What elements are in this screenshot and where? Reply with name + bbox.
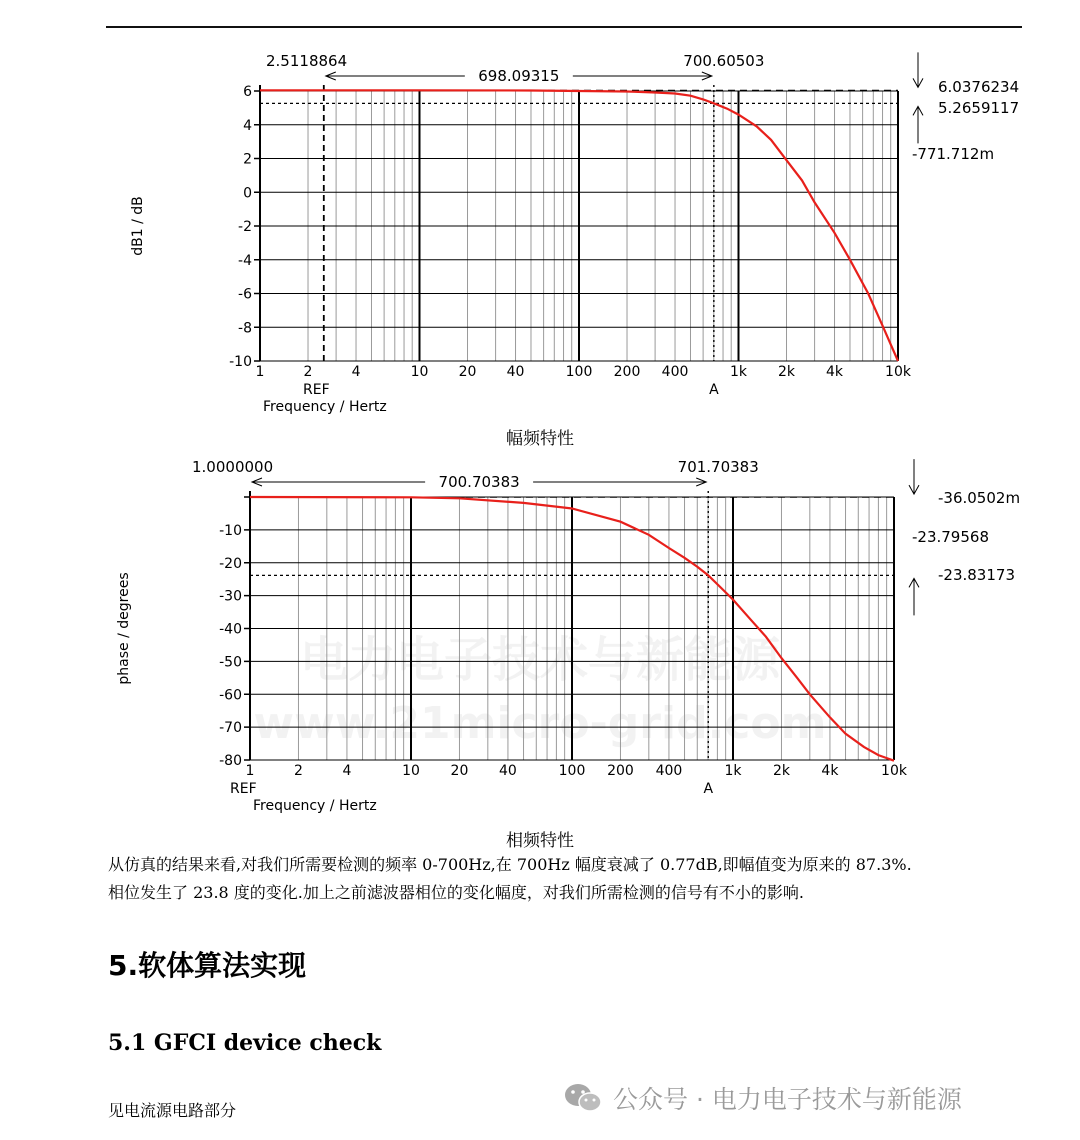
y-tick-label: 0 bbox=[243, 185, 252, 202]
y-tick-label: -2 bbox=[238, 219, 252, 235]
x-tick-label: 2 bbox=[303, 364, 313, 380]
x-tick-label: 1k bbox=[724, 763, 742, 779]
y-tick-label: -50 bbox=[219, 654, 242, 671]
amplitude-caption: 幅频特性 bbox=[506, 429, 574, 449]
delta-y-label: -771.712m bbox=[912, 145, 995, 163]
result-paragraph-line2: 相位发生了 23.8 度的变化.加上之前滤波器相位的变化幅度，对我们所需检测的信号有不小的影响. bbox=[108, 883, 804, 902]
x-tick-label: 40 bbox=[506, 364, 525, 380]
x-tick-label: 400 bbox=[655, 763, 683, 779]
x-tick-label: 2k bbox=[778, 364, 796, 380]
footer-text: 公众号 · 电力电子技术与新能源 bbox=[613, 1085, 962, 1114]
x-tick-label: 10k bbox=[885, 364, 911, 380]
x-tick-label: 40 bbox=[499, 763, 517, 779]
header-rule bbox=[106, 26, 1022, 28]
delta-x-label: 698.09315 bbox=[478, 67, 560, 85]
y-tick-label: -4 bbox=[238, 252, 252, 269]
y-tick-label: -6 bbox=[238, 286, 252, 303]
a-marker-label: A bbox=[703, 781, 714, 797]
x-tick-label: 1 bbox=[255, 364, 265, 380]
wechat-icon bbox=[563, 1082, 603, 1114]
watermark-text-cn: 电力电子技术与新能源 bbox=[299, 632, 781, 688]
x-tick-label: 20 bbox=[458, 364, 477, 380]
x-tick-label: 20 bbox=[450, 763, 469, 779]
amplitude-chart bbox=[0, 40, 1080, 420]
y-tick-label: -40 bbox=[219, 621, 242, 638]
y-tick-label: -20 bbox=[219, 555, 242, 572]
phase-chart bbox=[0, 448, 1080, 823]
ref-marker-label: REF bbox=[230, 781, 257, 797]
x-tick-label: 4 bbox=[342, 763, 352, 779]
x-tick-label: 2k bbox=[772, 763, 790, 779]
y-tick-label: 6 bbox=[243, 84, 252, 100]
y-tick-label: -8 bbox=[238, 320, 252, 337]
x-tick-label: 200 bbox=[607, 763, 634, 779]
y-tick-label: -80 bbox=[219, 753, 242, 769]
x-tick-label: 4k bbox=[826, 364, 844, 380]
y-axis-label: dB1 / dB bbox=[130, 196, 146, 256]
delta-x-label: 700.70383 bbox=[438, 473, 520, 491]
y-axis-label: phase / degrees bbox=[116, 572, 132, 685]
watermark-text-url: www.21micro-grid.com bbox=[253, 698, 827, 749]
phase-caption: 相频特性 bbox=[506, 831, 574, 851]
x-tick-label: 10 bbox=[402, 763, 420, 779]
footer-attribution bbox=[563, 1080, 962, 1116]
y-tick-label: 2 bbox=[243, 151, 252, 168]
ref-value-label: 2.5118864 bbox=[266, 52, 348, 70]
top-level-label: -36.0502m bbox=[938, 489, 1021, 507]
y-tick-label: -60 bbox=[219, 687, 242, 704]
a-level-label: -23.83173 bbox=[938, 566, 1015, 584]
subsection-heading: 5.1 GFCI device check bbox=[108, 1030, 382, 1056]
x-axis-label: Frequency / Hertz bbox=[253, 798, 377, 814]
body-text: 见电流源电路部分 bbox=[108, 1101, 237, 1120]
x-tick-label: 1 bbox=[245, 763, 255, 779]
x-tick-label: 1k bbox=[729, 364, 748, 380]
ref-value-label: 1.0000000 bbox=[192, 458, 274, 476]
y-tick-label: -70 bbox=[219, 720, 242, 737]
result-paragraph-line1: 从仿真的结果来看,对我们所需要检测的频率 0-700Hz,在 700Hz 幅度衰减了 0.77dB,即幅值变为原来的 87.3%. bbox=[108, 855, 912, 874]
delta-y-label: -23.79568 bbox=[912, 528, 989, 546]
ref-marker-label: REF bbox=[303, 382, 330, 398]
x-tick-label: 100 bbox=[558, 763, 586, 779]
x-tick-label: 400 bbox=[661, 364, 689, 380]
a-level-label: 5.2659117 bbox=[938, 99, 1020, 117]
a-value-label: 700.60503 bbox=[683, 52, 765, 70]
y-tick-label: -30 bbox=[219, 588, 242, 605]
section-heading: 5.软体算法实现 bbox=[108, 949, 307, 982]
x-tick-label: 200 bbox=[613, 364, 641, 380]
x-axis-label: Frequency / Hertz bbox=[263, 399, 387, 415]
x-tick-label: 10k bbox=[881, 763, 907, 779]
x-tick-label: 10 bbox=[410, 364, 429, 380]
y-tick-label: -10 bbox=[229, 354, 252, 370]
a-marker-label: A bbox=[709, 382, 719, 398]
top-level-label: 6.0376234 bbox=[938, 78, 1020, 96]
x-tick-label: 4k bbox=[821, 763, 839, 779]
y-tick-label: -10 bbox=[219, 522, 242, 539]
x-tick-label: 2 bbox=[294, 763, 303, 779]
y-tick-label: 4 bbox=[243, 117, 252, 134]
x-tick-label: 100 bbox=[565, 364, 593, 380]
x-tick-label: 4 bbox=[351, 364, 361, 380]
a-value-label: 701.70383 bbox=[677, 458, 759, 476]
